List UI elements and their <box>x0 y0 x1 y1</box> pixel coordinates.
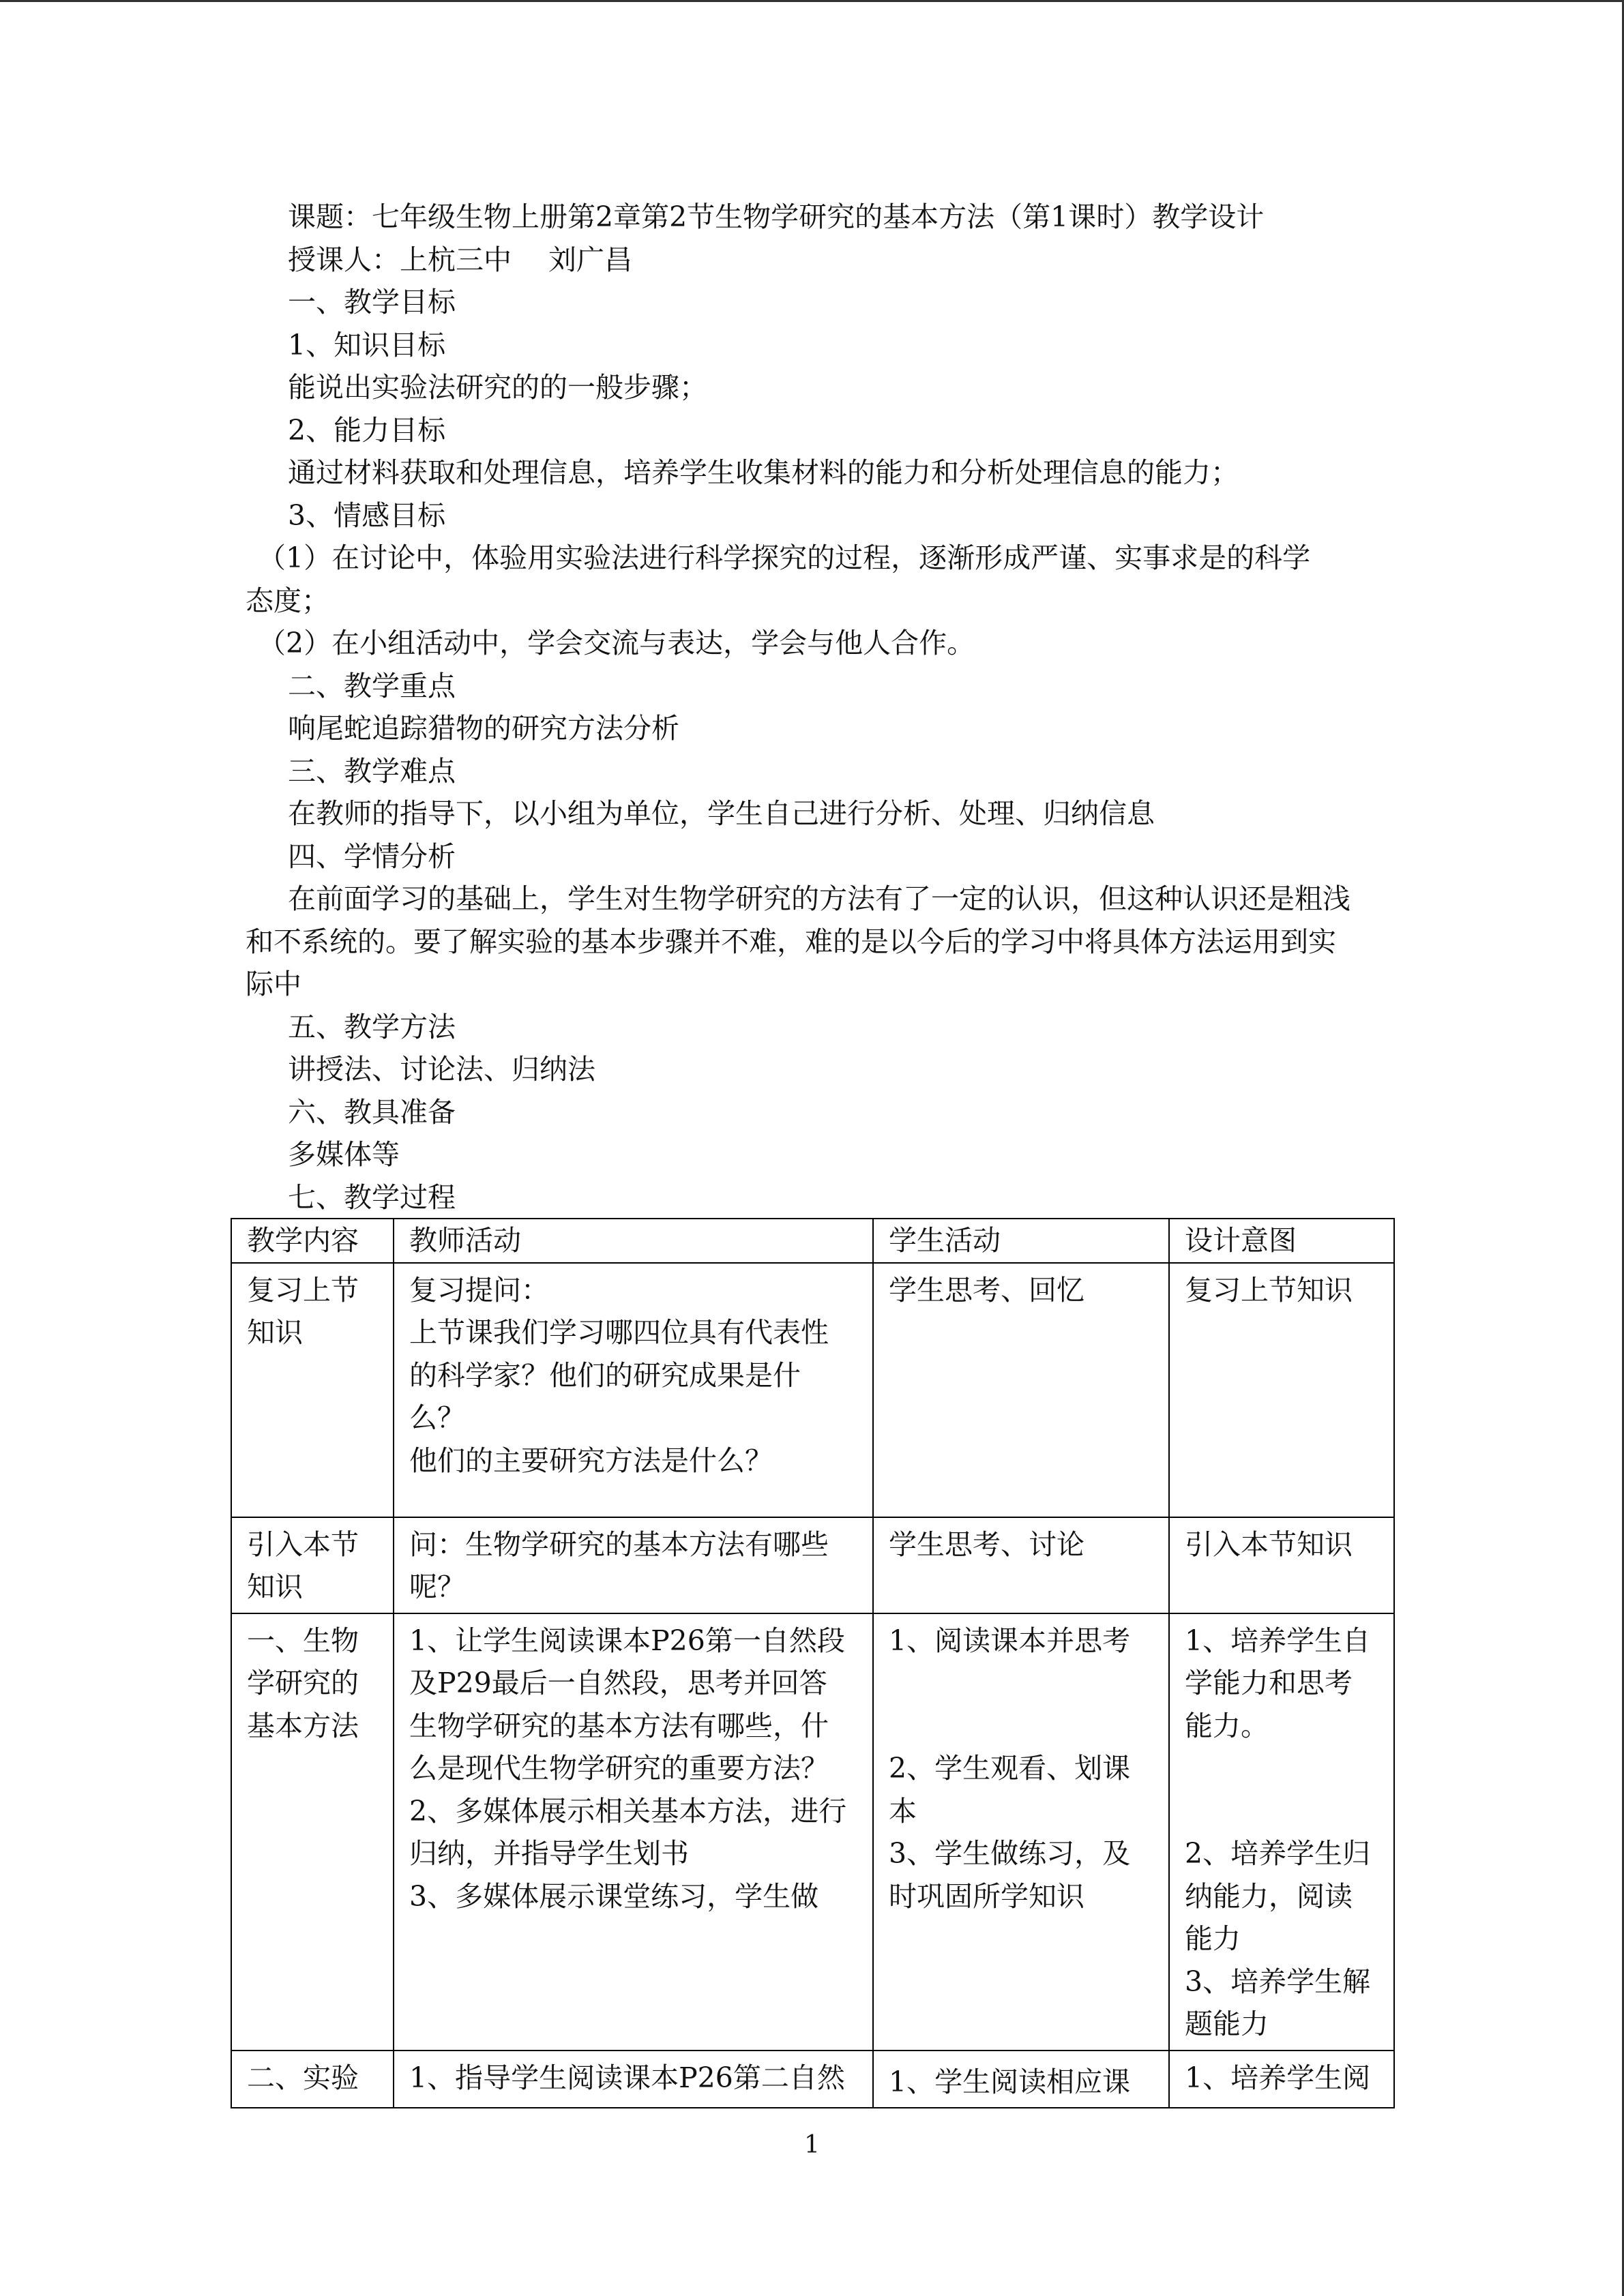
cell-line: 2、培养学生归 <box>1185 1837 1371 1870</box>
cell-line: 问：生物学研究的基本方法有哪些 <box>409 1527 829 1561</box>
tools-text: 多媒体等 <box>288 1138 400 1171</box>
cell-line: 上节课我们学习哪四位具有代表性 <box>409 1316 829 1349</box>
header-intent: 设计意图 <box>1169 1219 1394 1263</box>
header-teacher: 教师活动 <box>394 1219 873 1263</box>
cell-line: 复习上节知识 <box>1185 1273 1353 1307</box>
ability-goal-text: 通过材料获取和处理信息，培养学生收集材料的能力和分析处理信息的能力； <box>288 456 1239 489</box>
row1-teacher <box>394 1263 873 1517</box>
cell-line: 的科学家？他们的研究成果是什 <box>409 1358 801 1392</box>
methods-heading: 五、教学方法 <box>288 1010 456 1043</box>
cell-line: 么是现代生物学研究的重要方法？ <box>409 1752 829 1785</box>
table-row <box>231 1517 1394 1613</box>
cell-line: 知识 <box>247 1316 303 1349</box>
difficulty-heading: 三、教学难点 <box>288 754 456 788</box>
cell-line <box>889 1662 1157 1705</box>
cell-line: 1、学生阅读相应课 <box>889 2065 1131 2098</box>
cell-line: 时巩固所学知识 <box>889 1879 1084 1913</box>
cell-line: 本 <box>889 1794 917 1828</box>
row4-intent <box>1169 2051 1394 2108</box>
row4-content <box>231 2051 394 2108</box>
knowledge-goal-heading: 1、知识目标 <box>288 328 446 361</box>
header-content: 教学内容 <box>231 1219 394 1263</box>
cell-line: 学生思考、讨论 <box>889 1527 1084 1561</box>
cell-line: 能力 <box>1185 1922 1241 1955</box>
cell-line: 学研究的 <box>247 1667 359 1699</box>
cell-line: 他们的主要研究方法是什么？ <box>409 1444 773 1477</box>
cell-line: 引入本节知识 <box>1185 1527 1353 1561</box>
table-row <box>231 1613 1394 2051</box>
cell-line: 学生思考、回忆 <box>889 1273 1084 1307</box>
page-border-top <box>0 0 1624 2</box>
cell-line: 3、培养学生解 <box>1185 1965 1371 1998</box>
row3-student <box>873 1613 1169 2051</box>
process-heading: 七、教学过程 <box>288 1180 456 1214</box>
header-student: 学生活动 <box>873 1219 1169 1263</box>
page-number: 1 <box>804 2131 820 2159</box>
key-point-heading: 二、教学重点 <box>288 669 456 702</box>
cell-line: 呢？ <box>409 1570 465 1603</box>
cell-line: 2、学生观看、划课 <box>889 1752 1131 1785</box>
analysis-line1: 在前面学习的基础上，学生对生物学研究的方法有了一定的认识，但这种认识还是粗浅 <box>288 882 1350 915</box>
cell-line: 1、让学生阅读课本P26第一自然段 <box>409 1624 845 1657</box>
cell-line: 生物学研究的基本方法有哪些，什 <box>409 1709 829 1742</box>
row1-student <box>873 1263 1169 1517</box>
cell-line: 及P29最后一自然段，思考并回答 <box>409 1667 827 1699</box>
cell-line: 1、培养学生阅 <box>1185 2061 1371 2094</box>
ability-goal-heading: 2、能力目标 <box>288 413 446 447</box>
cell-line <box>889 1705 1157 1748</box>
cell-line: 引入本节 <box>247 1527 359 1561</box>
emotion-goal-item1-line2: 态度； <box>246 584 329 617</box>
tools-heading: 六、教具准备 <box>288 1095 456 1129</box>
lesson-title: 课题：七年级生物上册第2章第2节生物学研究的基本方法（第1课时）教学设计 <box>288 200 1265 233</box>
analysis-line2: 和不系统的。要了解实验的基本步骤并不难，难的是以今后的学习中将具体方法运用到实 <box>246 925 1336 958</box>
cell-line: 1、指导学生阅读课本P26第二自然 <box>409 2061 845 2094</box>
cell-line: 归纳，并指导学生划书 <box>409 1837 689 1870</box>
document-body <box>246 196 1385 1219</box>
row2-content <box>231 1517 394 1613</box>
objectives-heading: 一、教学目标 <box>288 286 456 318</box>
row4-teacher <box>394 2051 873 2108</box>
cell-line: 1、阅读课本并思考 <box>889 1624 1131 1657</box>
cell-line: 1、培养学生自 <box>1185 1624 1371 1657</box>
cell-line: 基本方法 <box>247 1709 359 1742</box>
table-row <box>231 2051 1394 2108</box>
row3-content <box>231 1613 394 2051</box>
table-header-row <box>231 1219 1394 1263</box>
cell-line: 复习上节 <box>247 1273 359 1307</box>
cell-line: 纳能力，阅读 <box>1185 1879 1353 1913</box>
cell-line <box>1185 1790 1383 1833</box>
cell-line: 学能力和思考 <box>1185 1667 1353 1699</box>
emotion-goal-item1-line1: （1）在讨论中，体验用实验法进行科学探究的过程，逐渐形成严谨、实事求是的科学 <box>258 541 1311 574</box>
cell-line: 能力。 <box>1185 1709 1269 1742</box>
cell-line: 题能力 <box>1185 2008 1269 2040</box>
teacher-line: 授课人：上杭三中 刘广昌 <box>288 243 633 276</box>
emotion-goal-heading: 3、情感目标 <box>288 498 446 532</box>
row1-intent <box>1169 1263 1394 1517</box>
row2-teacher <box>394 1517 873 1613</box>
row1-content <box>231 1263 394 1517</box>
key-point-text: 响尾蛇追踪猎物的研究方法分析 <box>288 712 679 745</box>
table-row <box>231 1263 1394 1517</box>
analysis-heading: 四、学情分析 <box>288 839 456 873</box>
row2-intent <box>1169 1517 1394 1613</box>
cell-line: 么？ <box>409 1401 465 1434</box>
row3-intent <box>1169 1613 1394 2051</box>
emotion-goal-item2: （2）在小组活动中，学会交流与表达，学会与他人合作。 <box>258 627 975 659</box>
cell-line: 3、多媒体展示课堂练习，学生做 <box>409 1879 819 1913</box>
cell-line: 知识 <box>247 1570 303 1603</box>
cell-line <box>1185 1747 1383 1790</box>
cell-line: 二、实验 <box>247 2061 359 2094</box>
difficulty-text: 在教师的指导下，以小组为单位，学生自己进行分析、处理、归纳信息 <box>288 797 1155 830</box>
cell-line: 复习提问： <box>409 1273 549 1307</box>
cell-line: 2、多媒体展示相关基本方法，进行 <box>409 1794 847 1828</box>
row2-student <box>873 1517 1169 1613</box>
knowledge-goal-text: 能说出实验法研究的的一般步骤； <box>288 371 707 404</box>
cell-line: 3、学生做练习，及 <box>889 1837 1131 1870</box>
analysis-line3: 际中 <box>246 968 301 1000</box>
cell-line: 一、生物 <box>247 1624 359 1657</box>
methods-text: 讲授法、讨论法、归纳法 <box>288 1053 595 1086</box>
row4-student <box>873 2051 1169 2108</box>
row3-teacher <box>394 1613 873 2051</box>
teaching-process-table <box>231 1218 1395 2108</box>
